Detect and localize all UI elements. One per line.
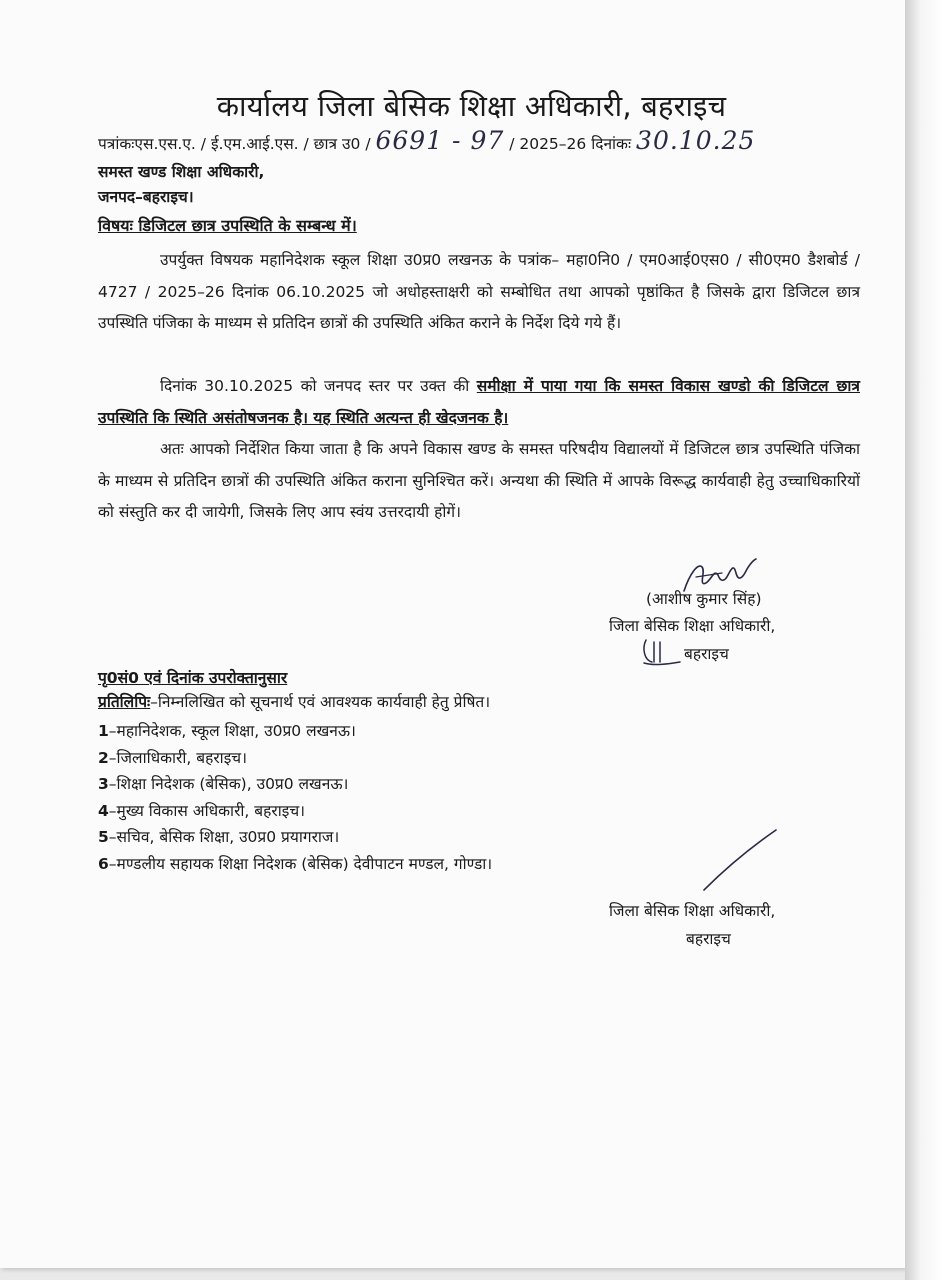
ref-date-handwritten: 30.10.25	[636, 126, 756, 155]
body-paragraph-3: अतः आपको निर्देशित किया जाता है कि अपने विकास खण्ड के समस्त परिषदीय विद्यालयों में डिजिटल छात्र उपस्थिति पंजिका के माध्यम से प्रतिदिन छात्रों की उपस्थिति अंकित कराना सुनिश्चित करें। अन्यथा की स्थिति में आपके विरूद्ध कार्यवाही हेतु उच्चाधिकारियों को संस्तुति कर दी जायेगी, जिसके लिए आप स्वंय उत्तरदायी होगें।	[98, 440, 860, 521]
list-item	[98, 771, 492, 798]
recipient-number: 3	[98, 775, 109, 794]
recipient-list	[98, 718, 492, 878]
list-item	[98, 851, 492, 878]
signer-name: (आशीष कुमार सिंह)	[646, 590, 762, 608]
recipient-number: 2	[98, 748, 109, 767]
subject-line: विषयः डिजिटल छात्र उपस्थिति के सम्बन्ध में।	[98, 216, 357, 235]
para2-plain: दिनांक 30.10.2025 को जनपद स्तर पर उक्त की	[160, 377, 470, 395]
list-item	[98, 718, 492, 745]
scan-edge	[905, 0, 943, 1280]
office-title: कार्यालय जिला बेसिक शिक्षा अधिकारी, बहराइच	[216, 89, 727, 123]
list-item	[98, 745, 492, 772]
recipient-number: 5	[98, 828, 109, 847]
recipient-text: –जिलाधिकारी, बहराइच।	[108, 748, 248, 767]
recipient-text: –महानिदेशक, स्कूल शिक्षा, उ0प्र0 लखनऊ।	[108, 722, 356, 740]
recipient-text: –शिक्षा निदेशक (बेसिक), उ0प्र0 लखनऊ।	[108, 775, 349, 794]
copy-to-intro	[98, 690, 490, 712]
recipient-text: –मुख्य विकास अधिकारी, बहराइच।	[108, 801, 306, 820]
list-item	[98, 798, 492, 825]
signer-designation: जिला बेसिक शिक्षा अधिकारी,	[609, 617, 776, 635]
initial-mark	[640, 636, 684, 668]
para2-emphasis: समीक्षा में पाया गया कि समस्त विकास खण्डो की डिजिटल छात्र उपस्थिति कि स्थिति असंतोषजनक है। यह स्थिति अत्यन्त ही खेदजनक है।	[98, 377, 860, 427]
footer-designation: जिला बेसिक शिक्षा अधिकारी,	[609, 902, 776, 920]
addressee-line-2: जनपद–बहराइच।	[98, 188, 194, 206]
recipient-number: 6	[98, 854, 109, 873]
ref-number-handwritten: 6691 - 97	[375, 126, 505, 155]
ref-prefix: पत्रांकःएस.एस.ए. / ई.एम.आई.एस. / छात्र उ0 /	[98, 135, 371, 153]
endorsement-pen-mark	[700, 826, 780, 894]
memo-reference: पृ0सं0 एवं दिनांक उपरोक्तानुसार	[98, 669, 288, 687]
recipient-text: –सचिव, बेसिक शिक्षा, उ0प्र0 प्रयागराज।	[108, 828, 340, 847]
list-item	[98, 824, 492, 851]
recipient-text: –मण्डलीय सहायक शिक्षा निदेशक (बेसिक) देवीपाटन मण्डल, गोण्डा।	[108, 854, 493, 873]
recipient-number: 1	[98, 722, 109, 740]
copy-to-text: –निम्नलिखित को सूचनार्थ एवं आवश्यक कार्यवाही हेतु प्रेषित।	[150, 693, 491, 711]
signer-place: बहराइच	[684, 645, 729, 663]
ref-year: / 2025–26 दिनांकः	[509, 135, 632, 153]
addressee-line-1: समस्त खण्ड शिक्षा अधिकारी,	[98, 163, 265, 181]
reference-line	[98, 126, 755, 155]
body-paragraph-1: उपर्युक्त विषयक महानिदेशक स्कूल शिक्षा उ0प्र0 लखनऊ के पत्रांक– महा0नि0 / एम0आई0एस0 / सी0एम0 डैशबोर्ड / 4727 / 2025–26 दिनांक 06.10.2025 जो अधोहस्ताक्षरी को सम्बोधित तथा आपको पृष्ठांकित है जिसके द्वारा डिजिटल छात्र उपस्थिति पंजिका के माध्यम से प्रतिदिन छात्रों की उपस्थिति अंकित कराने के निर्देश दिये गये हैं।	[98, 251, 860, 332]
body-paragraph-2	[98, 371, 860, 434]
copy-to-label: प्रतिलिपिः	[98, 693, 151, 711]
recipient-number: 4	[98, 801, 109, 820]
footer-place: बहराइच	[686, 930, 731, 948]
